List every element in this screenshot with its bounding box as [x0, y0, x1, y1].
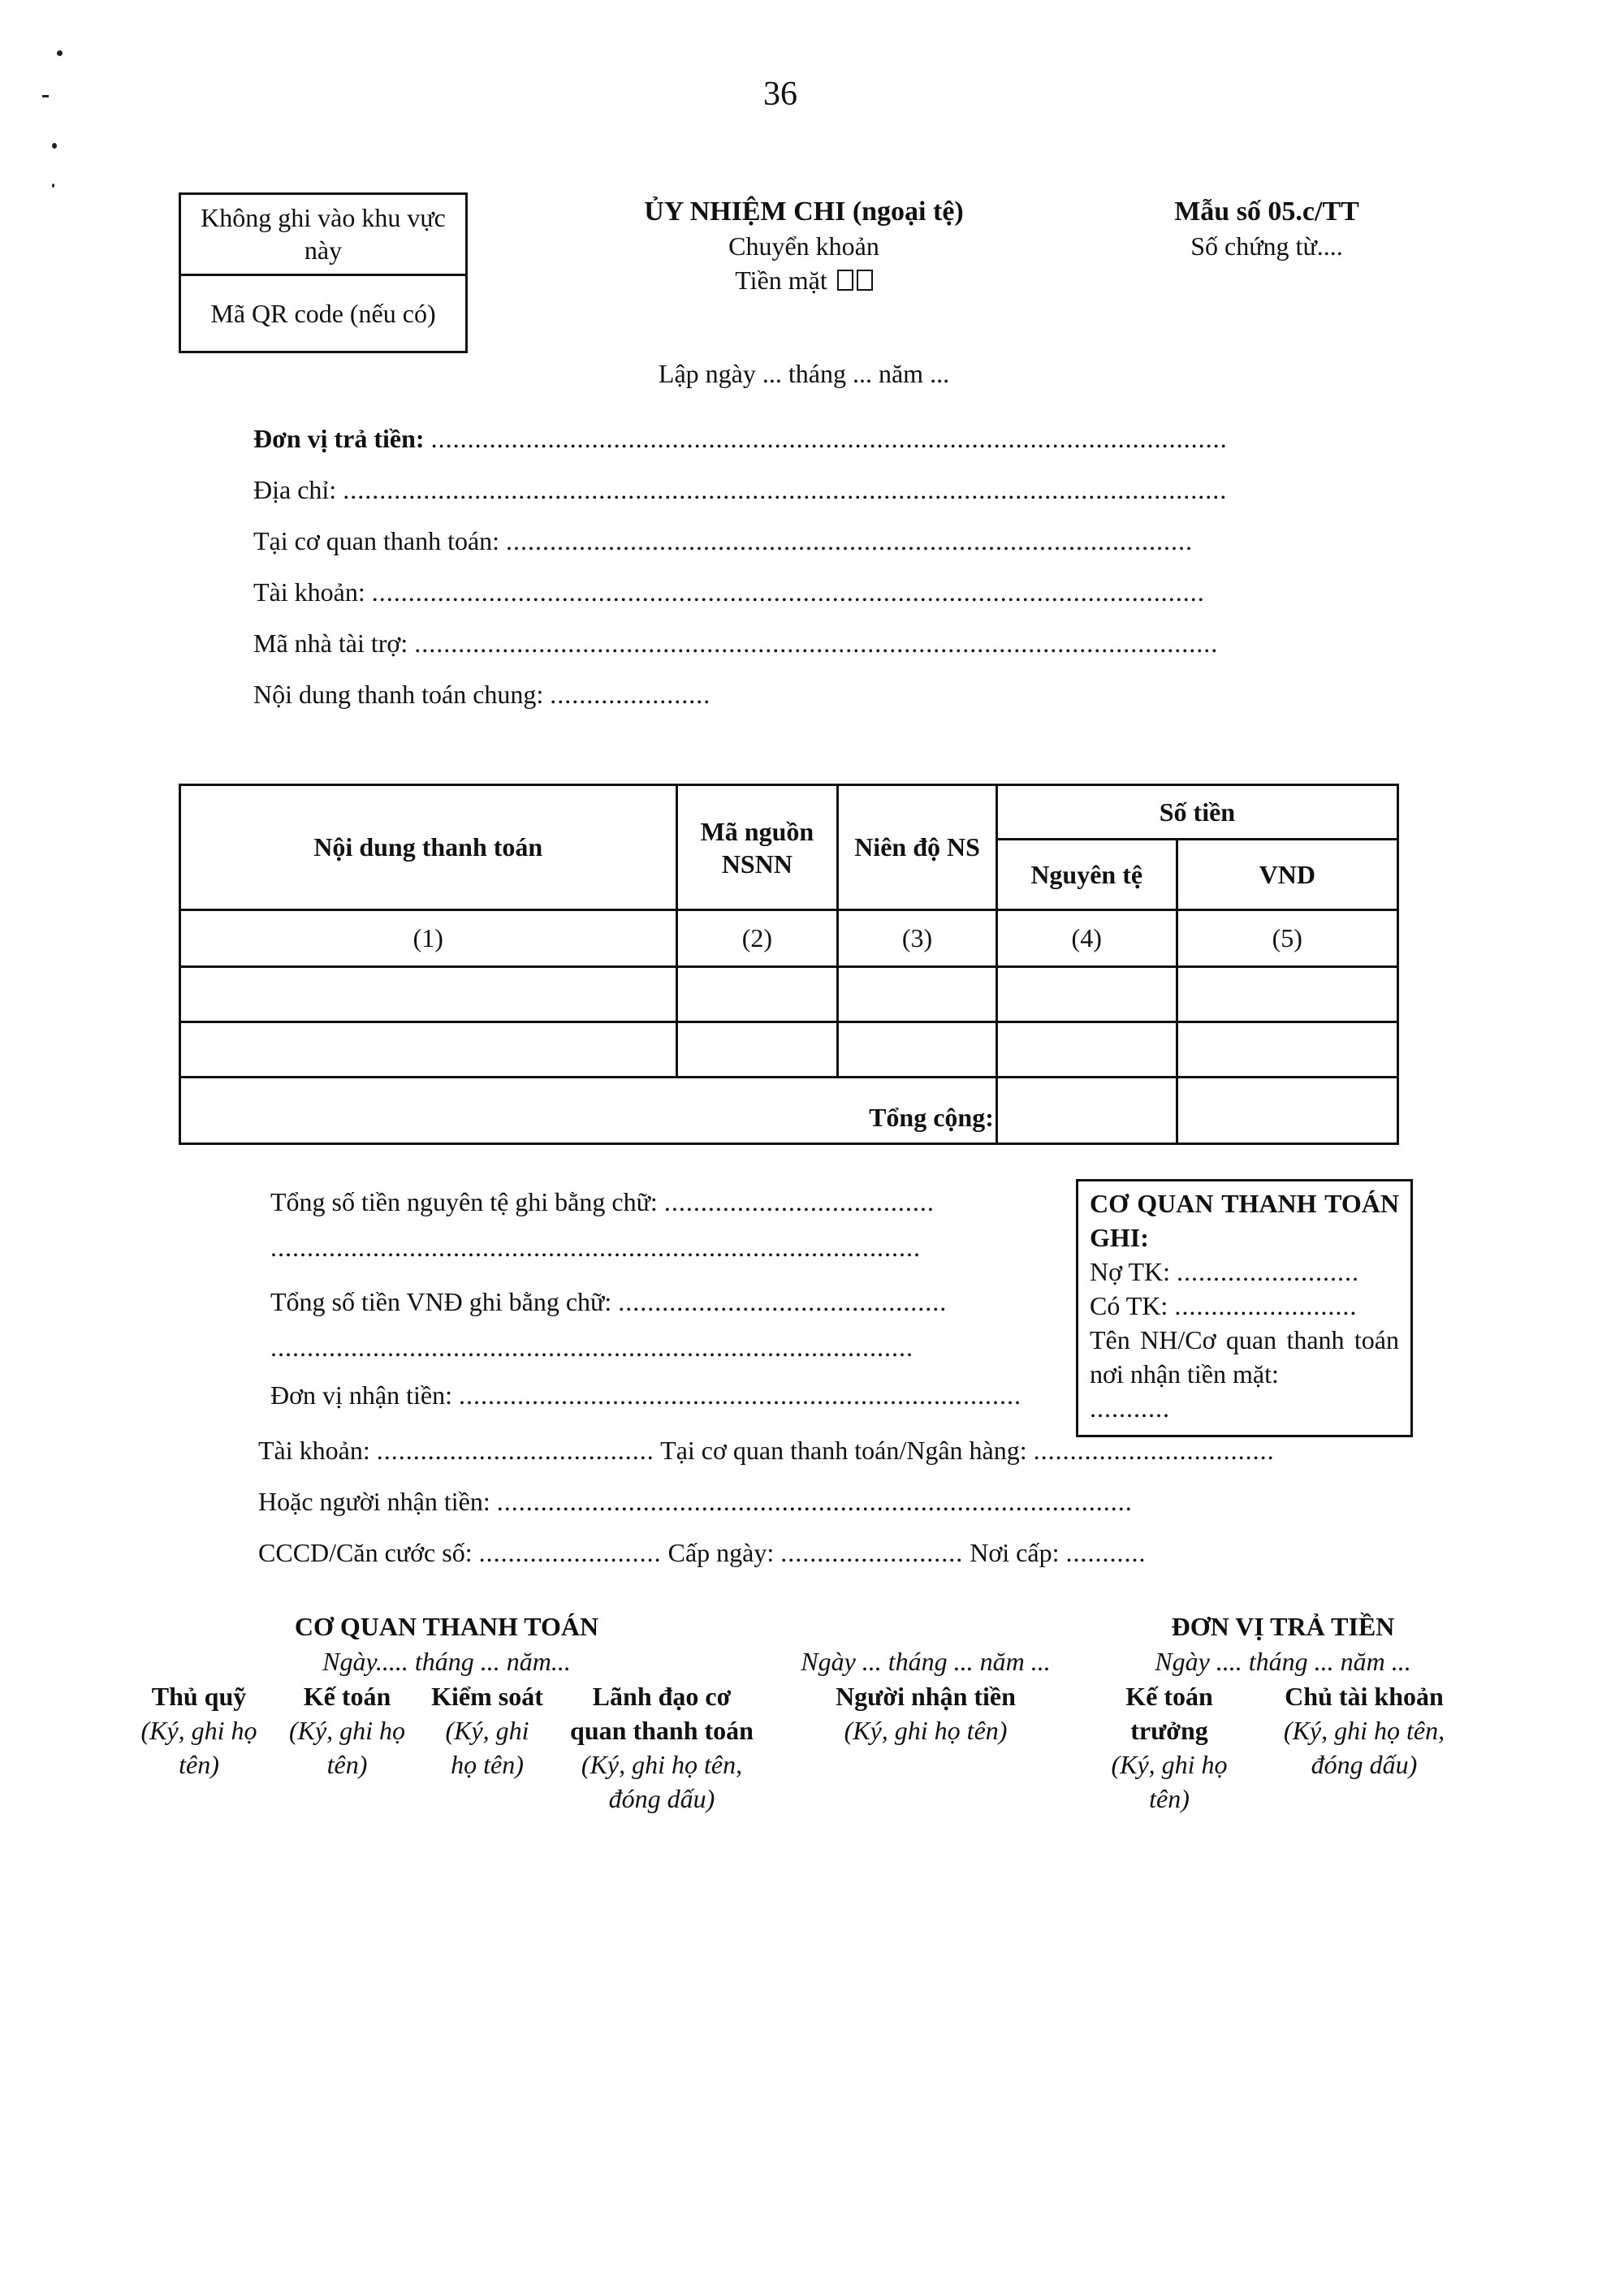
- payer-agency-label: Tại cơ quan thanh toán:: [253, 526, 500, 555]
- header-original-currency: Nguyên tệ: [996, 840, 1177, 910]
- payee-account-dots[interactable]: ......................................: [376, 1436, 654, 1465]
- debit-account-dots: .........................: [1177, 1257, 1359, 1286]
- option-transfer: Chuyển khoản: [728, 231, 879, 261]
- signature-accountant: [288, 1679, 406, 1782]
- issue-place-dots[interactable]: ...........: [1065, 1538, 1147, 1567]
- page-number: 36: [763, 76, 797, 113]
- cell-original-amount[interactable]: [996, 1022, 1177, 1078]
- option-cash-label: Tiền mặt: [735, 266, 827, 295]
- signature-note: (Ký, ghi họ tên): [1111, 1750, 1228, 1813]
- payee-unit-label: Đơn vị nhận tiền:: [270, 1380, 452, 1410]
- credit-account-label: Có TK:: [1090, 1291, 1168, 1320]
- signature-note: (Ký, ghi họ tên): [844, 1716, 1008, 1745]
- signature-role: Thủ quỹ: [151, 1682, 247, 1711]
- signature-note: (Ký, ghi họ tên): [288, 1716, 406, 1779]
- document-header: [568, 195, 1039, 297]
- column-number: (3): [838, 910, 997, 967]
- total-row: [180, 1078, 1398, 1144]
- header-content: Nội dung thanh toán: [180, 785, 677, 910]
- sponsor-code-label: Mã nhà tài trợ:: [253, 628, 408, 658]
- option-cash: [568, 263, 1039, 297]
- column-number: (4): [996, 910, 1177, 967]
- payee-person-dots: .......................................................................................: [496, 1487, 1133, 1516]
- cell-vnd-amount[interactable]: [1177, 967, 1397, 1022]
- original-amount-words-dots: .....................................: [663, 1187, 935, 1216]
- payee-person-label: Hoặc người nhận tiền:: [258, 1487, 490, 1516]
- issue-date-dots[interactable]: .........................: [780, 1538, 964, 1567]
- vnd-amount-words-continuation[interactable]: [270, 1333, 914, 1363]
- payee-id-row: [258, 1538, 1146, 1568]
- treasury-box-heading: CƠ QUAN THANH TOÁN GHI:: [1090, 1189, 1399, 1252]
- treasury-signature-heading: CƠ QUAN THANH TOÁN: [294, 1612, 599, 1641]
- vnd-amount-words-label: Tổng số tiền VNĐ ghi bằng chữ:: [270, 1287, 612, 1316]
- qr-code-area: Mã QR code (nếu có): [210, 299, 436, 328]
- sponsor-code-field[interactable]: [253, 628, 1218, 659]
- cash-bank-dots[interactable]: ...........: [1090, 1393, 1170, 1423]
- payer-agency-dots: ..............................................................................................: [506, 526, 1194, 555]
- general-content-field[interactable]: [253, 680, 710, 710]
- continuation-dots: .........................................................................................: [270, 1233, 921, 1262]
- document-number: Số chứng từ....: [1190, 231, 1343, 261]
- payee-account-row: [258, 1436, 1275, 1466]
- payee-bank-label: Tại cơ quan thanh toán/Ngân hàng:: [660, 1436, 1027, 1465]
- original-amount-words-continuation[interactable]: [270, 1233, 921, 1263]
- signature-cashier: [138, 1679, 260, 1782]
- table-row: [180, 1022, 1398, 1078]
- issue-place-label: Nơi cấp:: [970, 1538, 1060, 1567]
- payee-id-dots[interactable]: .........................: [478, 1538, 662, 1567]
- signature-treasury-leader: [568, 1679, 755, 1816]
- total-original-amount[interactable]: [996, 1078, 1177, 1144]
- cell-vnd-amount[interactable]: [1177, 1022, 1397, 1078]
- signature-note: (Ký, ghi họ tên, đóng dấu): [1283, 1716, 1445, 1779]
- document-title: ỦY NHIỆM CHI (ngoại tệ): [644, 197, 964, 227]
- scan-speck: [52, 143, 57, 149]
- signature-recipient: [804, 1679, 1047, 1747]
- payer-unit-label: Đơn vị trả tiền:: [253, 424, 425, 453]
- total-vnd-amount[interactable]: [1177, 1078, 1397, 1144]
- form-number: Mẫu số 05.c/TT: [1174, 197, 1359, 227]
- signature-role: Chủ tài khoản: [1285, 1682, 1444, 1711]
- payer-address-label: Địa chỉ:: [253, 475, 337, 504]
- column-number-row: [180, 910, 1398, 967]
- payer-agency-field[interactable]: [253, 526, 1193, 556]
- treasury-record-box: [1076, 1179, 1413, 1437]
- original-amount-words-label: Tổng số tiền nguyên tệ ghi bằng chữ:: [270, 1187, 658, 1216]
- debit-account-field[interactable]: [1090, 1255, 1399, 1289]
- signature-role: Lãnh đạo cơ quan thanh toán: [570, 1682, 754, 1745]
- signature-note: (Ký, ghi họ tên): [445, 1716, 529, 1779]
- payer-address-field[interactable]: [253, 475, 1227, 505]
- cash-bank-label: Tên NH/Cơ quan thanh toán nơi nhận tiền mặt:: [1090, 1325, 1399, 1389]
- credit-account-dots: .........................: [1174, 1291, 1358, 1320]
- cell-content[interactable]: [180, 967, 677, 1022]
- checkbox-icon[interactable]: [837, 270, 853, 291]
- treasury-signature-date: Ngày..... tháng ... năm...: [322, 1647, 571, 1676]
- qr-code-box: [179, 192, 468, 353]
- signature-account-holder: [1255, 1679, 1474, 1782]
- header-source-code: Mã nguồn NSNN: [676, 785, 838, 910]
- payer-account-field[interactable]: [253, 577, 1205, 607]
- signature-role: Kiểm soát: [431, 1682, 543, 1711]
- payer-unit-dots: .............................................................................................................: [430, 424, 1228, 453]
- payer-signature-date: Ngày .... tháng ... năm ...: [1155, 1647, 1411, 1676]
- cell-source-code[interactable]: [676, 967, 838, 1022]
- cell-source-code[interactable]: [676, 1022, 838, 1078]
- header-fiscal-year: Niên độ NS: [838, 785, 997, 910]
- signature-chief-accountant: [1108, 1679, 1230, 1816]
- credit-account-field[interactable]: [1090, 1289, 1399, 1323]
- payer-unit-field[interactable]: [253, 424, 1228, 454]
- scan-speck: [42, 95, 49, 97]
- payer-address-dots: .........................................................................................................................: [343, 475, 1228, 504]
- signature-note: (Ký, ghi họ tên): [140, 1716, 257, 1779]
- column-number: (1): [180, 910, 677, 967]
- column-number: (5): [1177, 910, 1397, 967]
- signature-role: Người nhận tiền: [836, 1682, 1016, 1711]
- general-content-label: Nội dung thanh toán chung:: [253, 680, 544, 709]
- signature-note: (Ký, ghi họ tên, đóng dấu): [581, 1750, 743, 1813]
- general-content-dots: ......................: [550, 680, 711, 709]
- payer-account-dots: ..................................................................................................................: [371, 577, 1205, 607]
- signature-controller: [430, 1679, 544, 1782]
- created-date: Lập ngày ... tháng ... năm ...: [658, 359, 950, 388]
- recipient-signature-date: Ngày ... tháng ... năm ...: [801, 1647, 1051, 1676]
- payment-table: [179, 784, 1399, 1145]
- payee-unit-field[interactable]: [270, 1380, 1021, 1410]
- debit-account-label: Nợ TK:: [1090, 1257, 1170, 1286]
- do-not-write-area: Không ghi vào khu vực này: [181, 195, 465, 276]
- scan-speck: [52, 184, 54, 188]
- table-row: [180, 967, 1398, 1022]
- total-label: Tổng cộng:: [180, 1078, 997, 1144]
- scan-speck: [57, 50, 63, 56]
- continuation-dots: ........................................................................................: [270, 1333, 914, 1362]
- issue-date-label: Cấp ngày:: [667, 1538, 775, 1567]
- payee-unit-dots: .............................................................................: [459, 1380, 1021, 1410]
- payee-bank-dots[interactable]: .................................: [1033, 1436, 1275, 1465]
- cell-content[interactable]: [180, 1022, 677, 1078]
- payee-person-field[interactable]: [258, 1487, 1133, 1517]
- payee-account-label: Tài khoản:: [258, 1436, 370, 1465]
- sponsor-code-dots: ..............................................................................................................: [414, 628, 1219, 658]
- column-number: (2): [676, 910, 838, 967]
- header-amount: Số tiền: [996, 785, 1397, 840]
- signature-role: Kế toán: [303, 1682, 391, 1711]
- cell-original-amount[interactable]: [996, 967, 1177, 1022]
- original-amount-words-field[interactable]: [270, 1187, 935, 1217]
- payer-signature-heading: ĐƠN VỊ TRẢ TIỀN: [1171, 1612, 1395, 1641]
- cell-fiscal-year[interactable]: [838, 967, 997, 1022]
- vnd-amount-words-dots: .............................................: [618, 1287, 948, 1316]
- form-info: [1129, 195, 1405, 263]
- vnd-amount-words-field[interactable]: [270, 1287, 947, 1317]
- cell-fiscal-year[interactable]: [838, 1022, 997, 1078]
- signature-role: Kế toán trưởng: [1125, 1682, 1213, 1745]
- header-vnd: VND: [1177, 840, 1397, 910]
- payee-id-label: CCCD/Căn cước số:: [258, 1538, 473, 1567]
- checkbox-icon[interactable]: [857, 270, 873, 291]
- payer-account-label: Tài khoản:: [253, 577, 365, 607]
